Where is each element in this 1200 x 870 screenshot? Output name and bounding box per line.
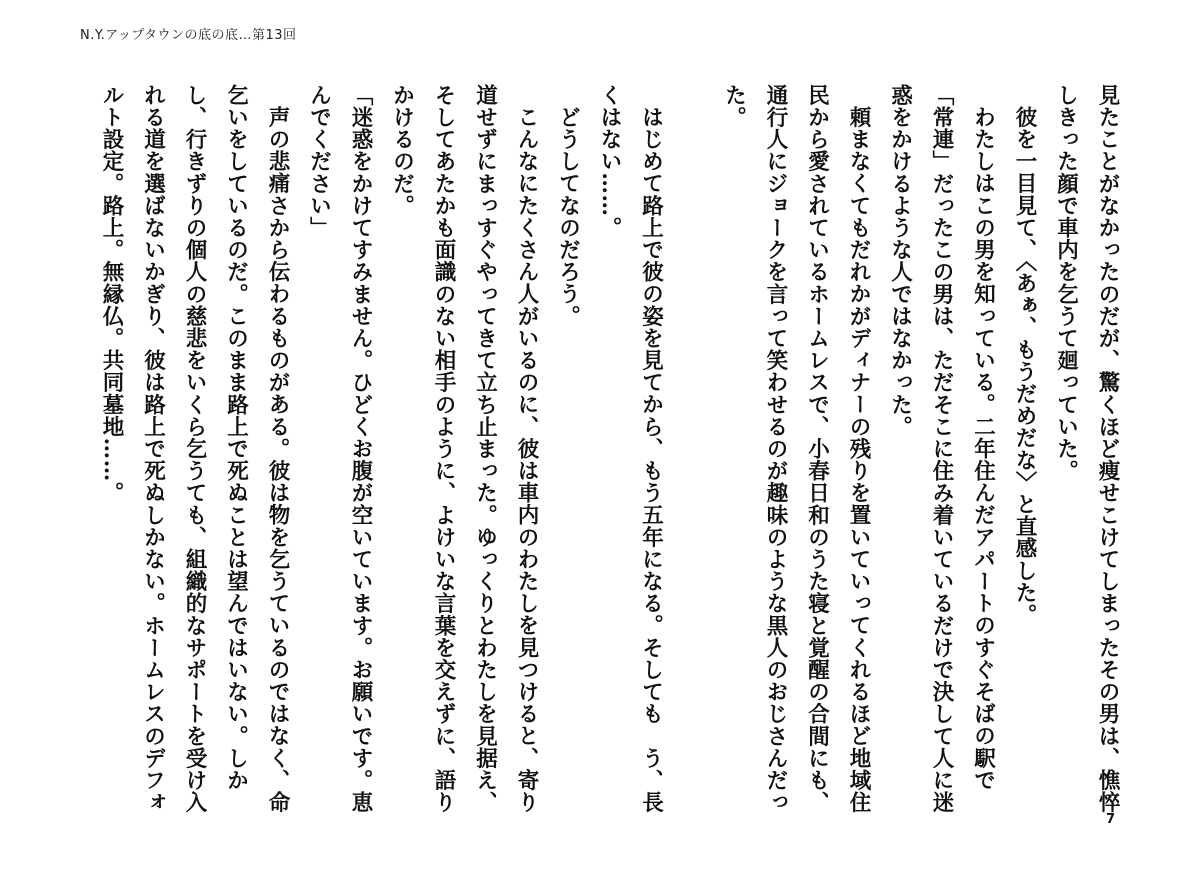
paragraph-6: どうしてなのだろう。 <box>555 105 581 327</box>
page-number: 7 <box>1106 812 1116 827</box>
paragraph-2: 彼を一目見て、〈あぁ、もうだめだな〉と直感した。 <box>1012 105 1037 626</box>
paragraph-1: 見たことがなかったのだが、驚くほど痩せこけてしまったその男は、憔悴しきった顔で車内を乞うて廻っていた。 <box>1053 84 1120 814</box>
vertical-body-text <box>68 84 1128 829</box>
paragraph-7: こんなにたくさん人がいるのに、彼は車内のわたしを見つけると、寄り道せずにまっすぐやってきて立ち止まった。ゆっくりとわたしを見据え、そしてあたかも面識のない相手のように、よけいな言葉を交えずに、語りかけるのだ。 <box>389 84 539 814</box>
paragraph-4: 頼まなくてもだれかがディナーの残りを置いていってくれるほど地域住民から愛されているホームレスで、小春日和のうた寝と覚醒の合間にも、通行人にジョークを言って笑わせるのが趣味のような黒人のおじさんだった。 <box>721 84 871 814</box>
paragraph-3: わたしはこの男を知っている。二年住んだアパートのすぐそばの駅で「常連」だったこの男は、ただそこに住み着いているだけで決して人に迷惑をかけるような人ではなかった。 <box>887 84 996 814</box>
running-header: N.Y.アップタウンの底の底…第13回 <box>80 28 297 43</box>
paragraph-5: はじめて路上で彼の姿を見てから、もう五年になる。そしても う、長くはない……。 <box>597 84 664 813</box>
paragraph-9: 声の悲痛さから伝わるものがある。彼は物を乞うているのではなく、命乞いをしているのだ。このまま路上で死ぬことは望んではいない。しかし、行きずりの個人の慈悲をいくら乞うても、組織的なサポートを受け入れる道を選ばないかぎり、彼は路上で死ぬしかない。ホームレスのデフォルト設定。路上。無縁仏。共同墓地……。 <box>99 84 290 814</box>
paragraph-8: 「迷惑をかけてすみません。ひどくお腹が空いています。お願いです。恵んでください」 <box>306 84 373 814</box>
